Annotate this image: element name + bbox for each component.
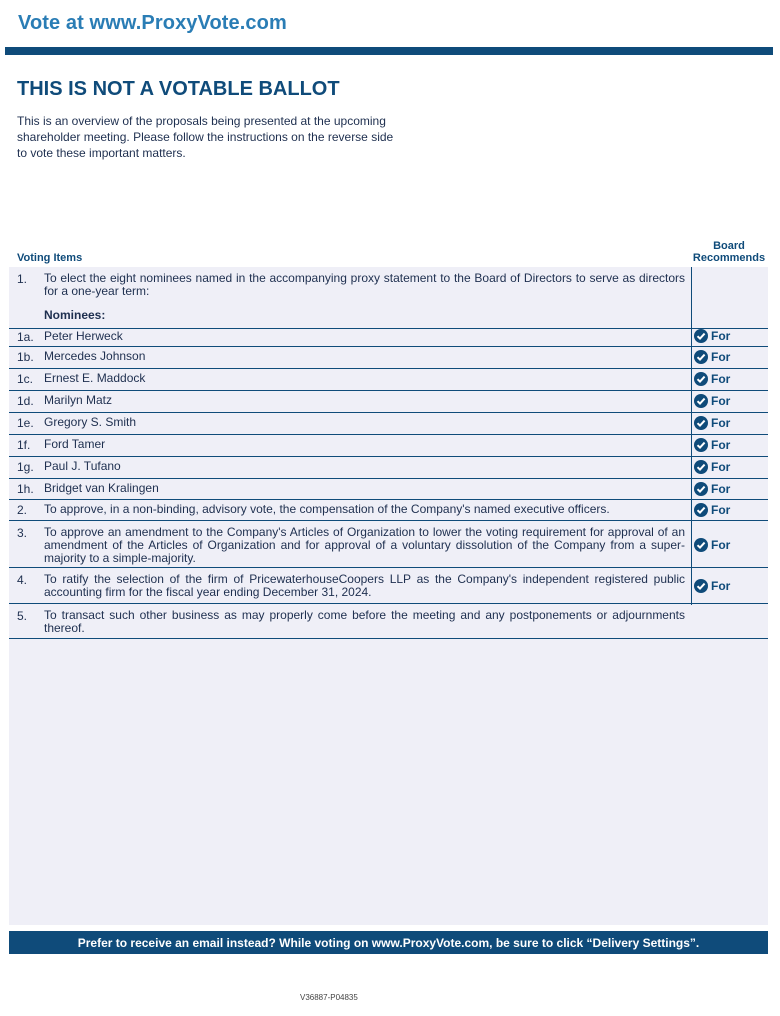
item-number: 1d. bbox=[17, 394, 34, 408]
board-recommends-header: Board Recommends bbox=[692, 240, 766, 264]
page-title: THIS IS NOT A VOTABLE BALLOT bbox=[17, 78, 340, 100]
item-number: 1f. bbox=[17, 438, 31, 452]
check-circle-icon bbox=[694, 329, 708, 343]
list-item bbox=[9, 347, 768, 369]
recommendation-label: For bbox=[711, 372, 731, 386]
item-number: 5. bbox=[17, 609, 28, 623]
header-rule bbox=[5, 47, 773, 55]
list-item bbox=[9, 435, 768, 457]
check-circle-icon bbox=[694, 482, 708, 496]
item-text: To elect the eight nominees named in the accompanying proxy statement to the Board of Directors to serve as directors for a one-year term: bbox=[44, 271, 685, 298]
item-number: 1a. bbox=[17, 330, 34, 344]
item-text: To transact such other business as may properly come before the meeting and any postponements or adjournments thereof. bbox=[44, 608, 685, 635]
item-text: To ratify the selection of the firm of PricewaterhouseCoopers LLP as the Company's independent registered public accounting firm for the fiscal year ending December 31, 2024. bbox=[44, 572, 685, 599]
board-recommendation bbox=[694, 350, 730, 364]
board-recommendation bbox=[694, 460, 730, 474]
item-text: To approve an amendment to the Company's Articles of Organization to lower the voting requirement for approval of an amendment of the Articles of Organization and for approval of a voluntary dissolution of the Company from a super-majority to a simple-majority. bbox=[44, 525, 685, 565]
check-circle-icon bbox=[694, 438, 708, 452]
board-recommendation bbox=[694, 372, 730, 386]
list-item bbox=[9, 457, 768, 479]
recommendation-label: For bbox=[711, 438, 731, 452]
recommendation-label: For bbox=[711, 394, 731, 408]
item-text: Paul J. Tufano bbox=[44, 459, 121, 473]
list-item bbox=[9, 604, 768, 639]
item-number: 3. bbox=[17, 526, 28, 540]
recommendation-label: For bbox=[711, 416, 731, 430]
board-recommendation bbox=[694, 538, 730, 552]
check-circle-icon bbox=[694, 372, 708, 386]
list-item bbox=[9, 391, 768, 413]
site-title[interactable]: Vote at www.ProxyVote.com bbox=[18, 12, 287, 34]
board-recommendation bbox=[694, 482, 730, 496]
check-circle-icon bbox=[694, 579, 708, 593]
board-recommendation bbox=[694, 579, 730, 593]
list-item bbox=[9, 500, 768, 521]
item-text: Bridget van Kralingen bbox=[44, 481, 159, 495]
list-item bbox=[9, 413, 768, 435]
intro-paragraph: This is an overview of the proposals being presented at the upcoming shareholder meeting. Please follow the instructions on the reverse side to vote these important matters. bbox=[17, 114, 394, 160]
list-item bbox=[9, 479, 768, 500]
check-circle-icon bbox=[694, 460, 708, 474]
board-recommendation bbox=[694, 416, 730, 430]
recommendation-label: For bbox=[711, 460, 731, 474]
item-number: 1c. bbox=[17, 372, 34, 386]
check-circle-icon bbox=[694, 538, 708, 552]
list-item bbox=[9, 369, 768, 391]
voting-items-header: Voting Items bbox=[17, 252, 83, 264]
check-circle-icon bbox=[694, 350, 708, 364]
check-circle-icon bbox=[694, 394, 708, 408]
list-item bbox=[9, 272, 768, 329]
recommendation-label: For bbox=[711, 350, 731, 364]
item-number: 1e. bbox=[17, 416, 34, 430]
item-text: Marilyn Matz bbox=[44, 393, 113, 407]
item-number: 4. bbox=[17, 573, 28, 587]
board-recommendation bbox=[694, 503, 730, 517]
check-circle-icon bbox=[694, 503, 708, 517]
list-item bbox=[9, 521, 768, 568]
item-text: Ernest E. Maddock bbox=[44, 371, 146, 385]
item-text: Ford Tamer bbox=[44, 437, 106, 451]
board-recommendation bbox=[694, 394, 730, 408]
item-text: To approve, in a non-binding, advisory vote, the compensation of the Company's named executive officers. bbox=[44, 502, 610, 516]
item-number: 1g. bbox=[17, 460, 34, 474]
board-recommendation bbox=[694, 438, 730, 452]
recommendation-label: For bbox=[711, 538, 731, 552]
item-number: 1b. bbox=[17, 350, 34, 364]
item-number: 1h. bbox=[17, 482, 34, 496]
recommendation-label: For bbox=[711, 482, 731, 496]
recommendation-label: For bbox=[711, 329, 731, 343]
item-number: 1. bbox=[17, 272, 28, 286]
item-text: Gregory S. Smith bbox=[44, 415, 137, 429]
item-number: 2. bbox=[17, 503, 28, 517]
board-recommendation bbox=[694, 329, 730, 343]
delivery-settings-banner: Prefer to receive an email instead? While voting on www.ProxyVote.com, be sure to click “Delivery Settings”. bbox=[9, 931, 768, 954]
recommendation-label: For bbox=[711, 579, 731, 593]
list-item bbox=[9, 329, 768, 347]
item-text: Peter Herweck bbox=[44, 329, 123, 343]
list-item bbox=[9, 568, 768, 604]
check-circle-icon bbox=[694, 416, 708, 430]
document-code: V36887-P04835 bbox=[300, 993, 358, 1002]
nominees-label: Nominees: bbox=[44, 308, 106, 322]
recommendation-label: For bbox=[711, 503, 731, 517]
item-text: Mercedes Johnson bbox=[44, 349, 146, 363]
